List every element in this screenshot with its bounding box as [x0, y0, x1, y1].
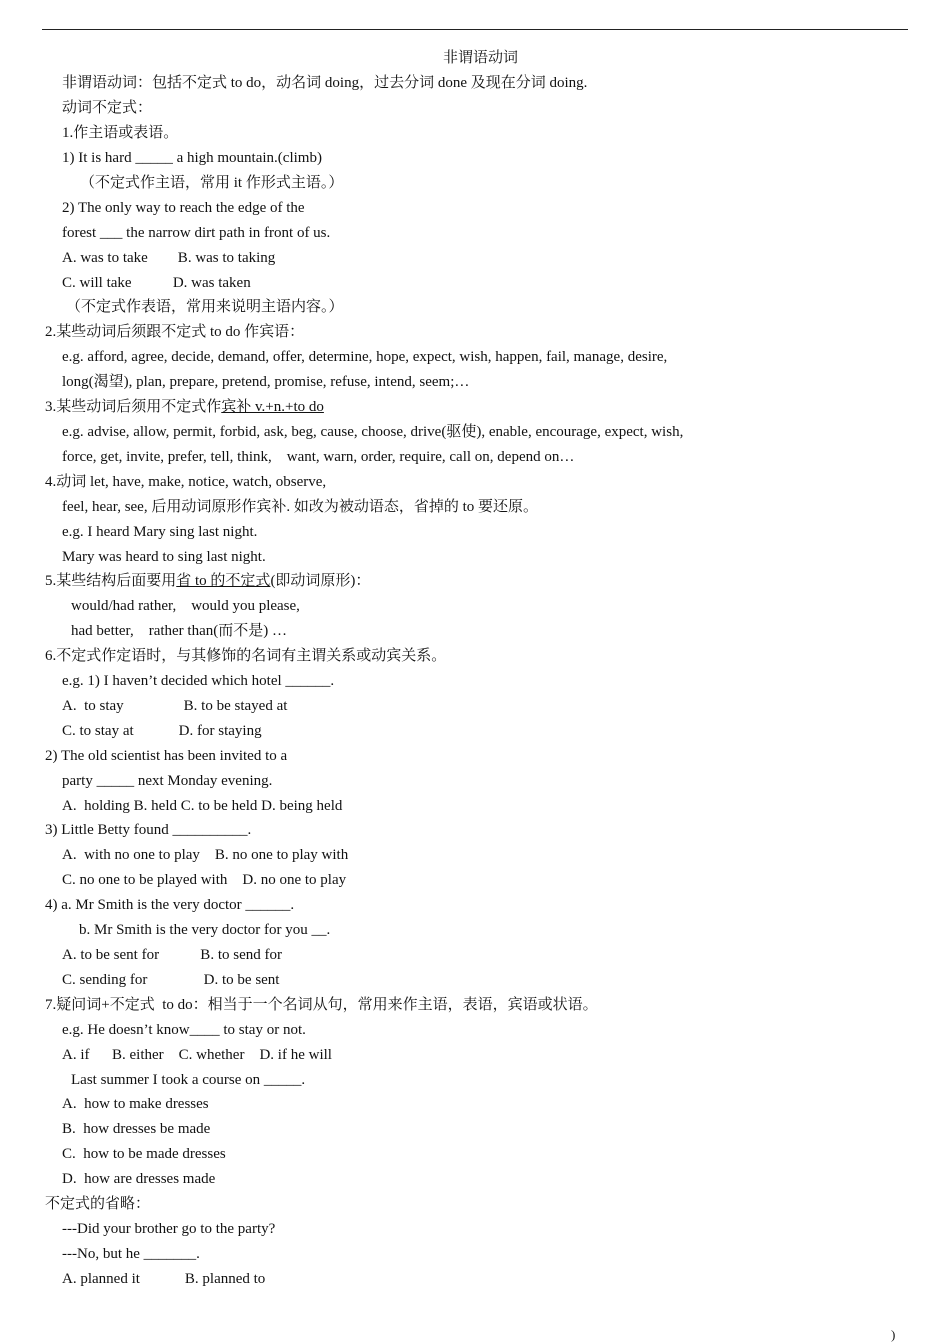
answer-options: A. if B. either C. whether D. if he will — [62, 1047, 332, 1063]
answer-options: C. will take D. was taken — [62, 275, 251, 291]
section-heading — [45, 398, 324, 416]
answer-options: C. to stay at D. for staying — [62, 723, 262, 739]
text-line: e.g. afford, agree, decide, demand, offer, determine, hope, expect, wish, happen, fail, manage, desire, — [62, 349, 668, 365]
text-line: long(渴望), plan, prepare, pretend, promise, refuse, intend, seem;… — [62, 374, 470, 390]
heading-text: 3.某些动词后须用不定式作 — [45, 399, 222, 415]
section-heading: 1.作主语或表语。 — [62, 125, 179, 141]
answer-options: A. how to make dresses — [62, 1096, 209, 1112]
text-line: e.g. He doesn’t know____ to stay or not. — [62, 1022, 306, 1038]
text-line: 4) a. Mr Smith is the very doctor ______. — [45, 897, 295, 913]
answer-options: C. no one to be played with D. no one to play — [62, 872, 347, 888]
heading-text: (即动词原形)： — [270, 573, 371, 589]
text-line: 2) The old scientist has been invited to a — [45, 748, 288, 764]
section-heading: 2.某些动词后须跟不定式 to do 作宾语： — [45, 324, 305, 340]
text-line: had better, rather than(而不是) … — [71, 623, 287, 639]
document-title: 非谓语动词 — [443, 50, 519, 66]
answer-options: A. was to take B. was to taking — [62, 250, 276, 266]
text-line: would/had rather, would you please, — [71, 598, 300, 614]
text-line: Last summer I took a course on _____. — [71, 1072, 306, 1088]
text-line: （不定式作表语，常用来说明主语内容。） — [66, 299, 344, 315]
text-line: ---No, but he _______. — [62, 1246, 200, 1262]
text-line: b. Mr Smith is the very doctor for you __. — [79, 922, 331, 938]
text-line: 3) Little Betty found __________. — [45, 822, 252, 838]
answer-options: A. to stay B. to be stayed at — [62, 698, 288, 714]
text-line: 非谓语动词：包括不定式 to do，动名词 doing，过去分词 done 及现在分词 doing. — [62, 75, 588, 91]
text-line: feel, hear, see, 后用动词原形作宾补. 如改为被动语态，省掉的 to 要还原。 — [62, 499, 539, 515]
text-line: forest ___ the narrow dirt path in front of us. — [62, 225, 331, 241]
text-line: force, get, invite, prefer, tell, think, want, warn, order, require, call on, depend on… — [62, 449, 575, 465]
answer-options: A. holding B. held C. to be held D. being held — [62, 798, 343, 814]
underlined-text: 省 to 的不定式 — [176, 573, 271, 589]
section-heading: 6.不定式作定语时，与其修饰的名词有主谓关系或动宾关系。 — [45, 648, 447, 664]
text-line: Mary was heard to sing last night. — [62, 549, 266, 565]
page-mark: ) — [891, 1327, 896, 1342]
text-line: 2) The only way to reach the edge of the — [62, 200, 305, 216]
text-line: （不定式作主语，常用 it 作形式主语。） — [80, 175, 344, 191]
text-line: ---Did your brother go to the party? — [62, 1221, 276, 1237]
answer-options: C. sending for D. to be sent — [62, 972, 280, 988]
answer-options: A. with no one to play B. no one to play with — [62, 847, 349, 863]
section-heading — [45, 572, 370, 590]
text-line: party _____ next Monday evening. — [62, 773, 273, 789]
top-rule — [42, 29, 908, 30]
answer-options: D. how are dresses made — [62, 1171, 216, 1187]
text-line: 动词不定式： — [62, 100, 153, 116]
answer-options: A. to be sent for B. to send for — [62, 947, 282, 963]
section-heading: 不定式的省略： — [45, 1196, 151, 1212]
answer-options: A. planned it B. planned to — [62, 1271, 266, 1287]
underlined-text: 宾补 v.+n.+to do — [221, 399, 324, 415]
text-line: e.g. 1) I haven’t decided which hotel ______. — [62, 673, 335, 689]
answer-options: B. how dresses be made — [62, 1121, 211, 1137]
section-heading: 7.疑问词+不定式 to do：相当于一个名词从句，常用来作主语，表语，宾语或状语。 — [45, 997, 598, 1013]
text-line: e.g. advise, allow, permit, forbid, ask, beg, cause, choose, drive(驱使), enable, encourage, expect, wish, — [62, 424, 684, 440]
answer-options: C. how to be made dresses — [62, 1146, 226, 1162]
text-line: 1) It is hard _____ a high mountain.(climb) — [62, 150, 322, 166]
section-heading: 4.动词 let, have, make, notice, watch, observe, — [45, 474, 327, 490]
text-line: e.g. I heard Mary sing last night. — [62, 524, 258, 540]
heading-text: 5.某些结构后面要用 — [45, 573, 177, 589]
